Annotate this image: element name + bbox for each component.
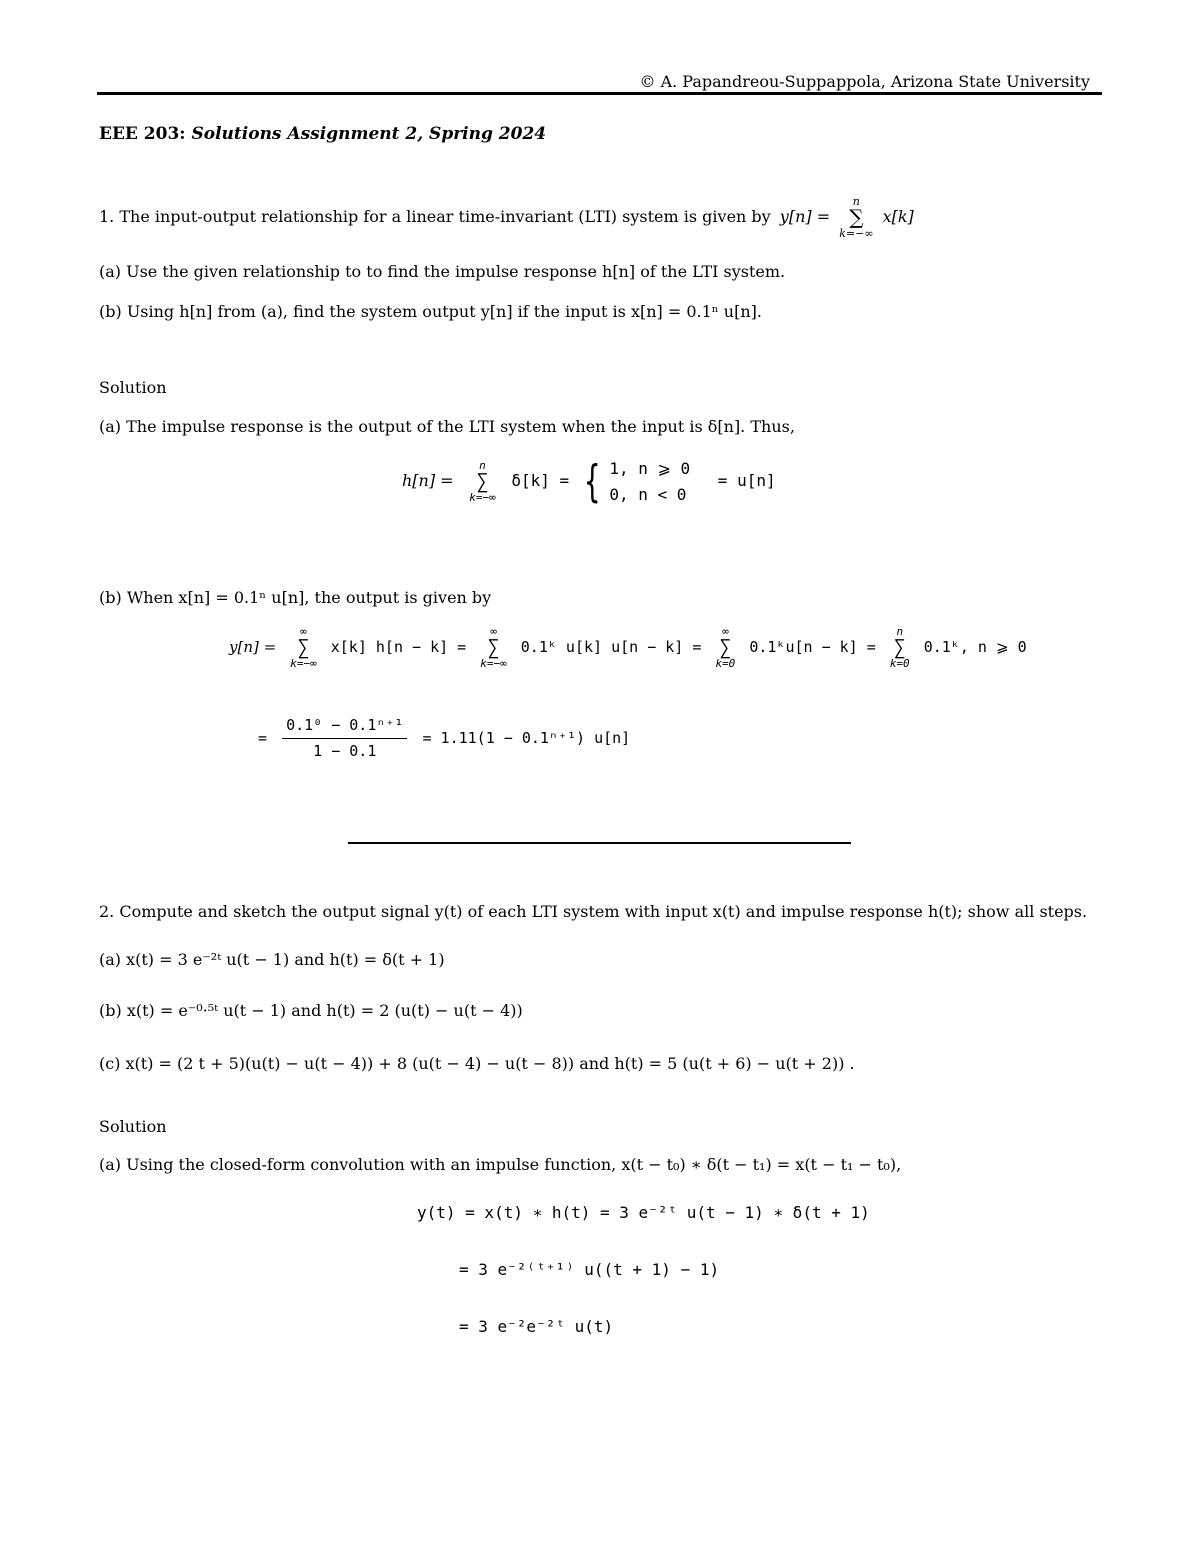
sum-lower: k=0 — [715, 657, 736, 670]
sol-b-sum-1 — [290, 626, 317, 669]
sum-lower: k=−∞ — [480, 657, 507, 670]
problem2-sol-a-line3: = 3 e⁻²e⁻²ᵗ u(t) — [459, 1317, 614, 1336]
sum-upper: ∞ — [490, 625, 497, 638]
sum-upper: n — [479, 459, 486, 473]
sigma-symbol: ∑ — [297, 635, 310, 659]
sigma-symbol: ∑ — [487, 635, 500, 659]
sum-lower: k=−∞ — [839, 227, 874, 240]
problem1-statement: 1. The input-output relationship for a linear time-invariant (LTI) system is given by — [99, 207, 771, 226]
sol-a-cases — [579, 456, 690, 507]
sum-upper: n — [852, 195, 860, 208]
sigma-symbol: ∑ — [476, 469, 489, 494]
sol-b-term-2: 0.1ᵏ u[k] u[n − k] = — [520, 638, 702, 656]
document-title — [99, 124, 546, 144]
sol-b-term-4: 0.1ᵏ, n ⩾ 0 — [923, 638, 1027, 656]
sol-a-sum — [469, 460, 496, 503]
sum-upper: n — [896, 625, 904, 638]
sol-a-lhs: h[n] = — [402, 471, 454, 491]
problem1-solution-label: Solution — [99, 378, 167, 397]
problem1-sum — [839, 196, 873, 239]
fraction-numerator: 0.1⁰ − 0.1ⁿ⁺¹ — [282, 716, 407, 739]
case-1: 1, n ⩾ 0 — [609, 459, 691, 478]
problem1-sol-b-equation — [229, 626, 1027, 669]
problem2-part-c: (c) x(t) = (2 t + 5)(u(t) − u(t − 4)) + 8 (u(t − 4) − u(t − 8)) and h(t) = 5 (u(t + 6) − u(t + 2)) . — [99, 1054, 855, 1073]
sum-upper: ∞ — [300, 625, 307, 638]
sum-lower: k=−∞ — [290, 657, 317, 670]
sol-a-term: δ[k] = — [511, 471, 570, 491]
header-rule — [97, 92, 1102, 95]
problem1-statement-line — [99, 196, 914, 239]
sol-b-term-1: x[k] h[n − k] = — [330, 638, 467, 656]
problem1-part-a: (a) Use the given relationship to to find the impulse response h[n] of the LTI system. — [99, 262, 786, 281]
problem1-sol-a-equation — [402, 456, 776, 507]
problem1-sol-b-line2 — [258, 716, 630, 761]
sigma-symbol: ∑ — [849, 205, 864, 229]
sol-b-sum-4 — [890, 626, 910, 669]
sol-b-fraction — [282, 716, 407, 761]
sum-upper: ∞ — [722, 625, 729, 638]
problem1-part-b: (b) Using h[n] from (a), find the system output y[n] if the input is x[n] = 0.1ⁿ u[n]. — [99, 302, 762, 321]
problem2-sol-a-line1: y(t) = x(t) ∗ h(t) = 3 e⁻²ᵗ u(t − 1) ∗ δ(t + 1) — [417, 1203, 870, 1222]
case-2: 0, n < 0 — [609, 484, 687, 504]
problem1-eq-lhs: y[n] = — [779, 207, 831, 226]
problem1-sol-a-text: (a) The impulse response is the output of the LTI system when the input is δ[n]. Thus, — [99, 417, 795, 436]
problem1-sol-b-text: (b) When x[n] = 0.1ⁿ u[n], the output is given by — [99, 588, 492, 607]
section-divider — [348, 842, 851, 844]
sol-b-term-3: 0.1ᵏu[n − k] = — [749, 638, 876, 656]
problem2-part-a: (a) x(t) = 3 e⁻²ᵗ u(t − 1) and h(t) = δ(t + 1) — [99, 950, 445, 969]
sol-b-l2-rhs: = 1.11(1 − 0.1ⁿ⁺¹) u[n] — [422, 728, 631, 747]
sum-lower: k=−∞ — [469, 491, 496, 505]
problem2-statement: 2. Compute and sketch the output signal y(t) of each LTI system with input x(t) and impulse response h(t); show all steps. — [99, 902, 1088, 921]
sol-b-l2-eq: = — [258, 728, 268, 747]
fraction-denominator: 1 − 0.1 — [313, 741, 377, 760]
problem2-part-b: (b) x(t) = e⁻⁰·⁵ᵗ u(t − 1) and h(t) = 2 (u(t) − u(t − 4)) — [99, 1001, 523, 1020]
problem2-sol-a-text: (a) Using the closed-form convolution with an impulse function, x(t − t₀) ∗ δ(t − t₁) = x(t − t₁ − t₀), — [99, 1155, 902, 1174]
sol-a-result: = u[n] — [717, 471, 776, 491]
sol-b-sum-2 — [480, 626, 507, 669]
header-affiliation: © A. Papandreou-Suppappola, Arizona State University — [639, 72, 1090, 91]
problem2-sol-a-line2: = 3 e⁻²⁽ᵗ⁺¹⁾ u((t + 1) − 1) — [459, 1260, 720, 1279]
problem1-eq-rhs: x[k] — [882, 207, 914, 226]
sigma-symbol: ∑ — [719, 635, 732, 659]
sum-lower: k=0 — [889, 657, 910, 670]
title-text: Solutions Assignment 2, Spring 2024 — [191, 124, 547, 144]
sol-b-sum-3 — [715, 626, 735, 669]
problem2-solution-label: Solution — [99, 1117, 167, 1136]
sol-b-lhs: y[n] = — [229, 638, 277, 656]
title-course: EEE 203: — [99, 124, 186, 144]
sigma-symbol: ∑ — [893, 635, 906, 659]
left-brace: { — [584, 455, 601, 507]
